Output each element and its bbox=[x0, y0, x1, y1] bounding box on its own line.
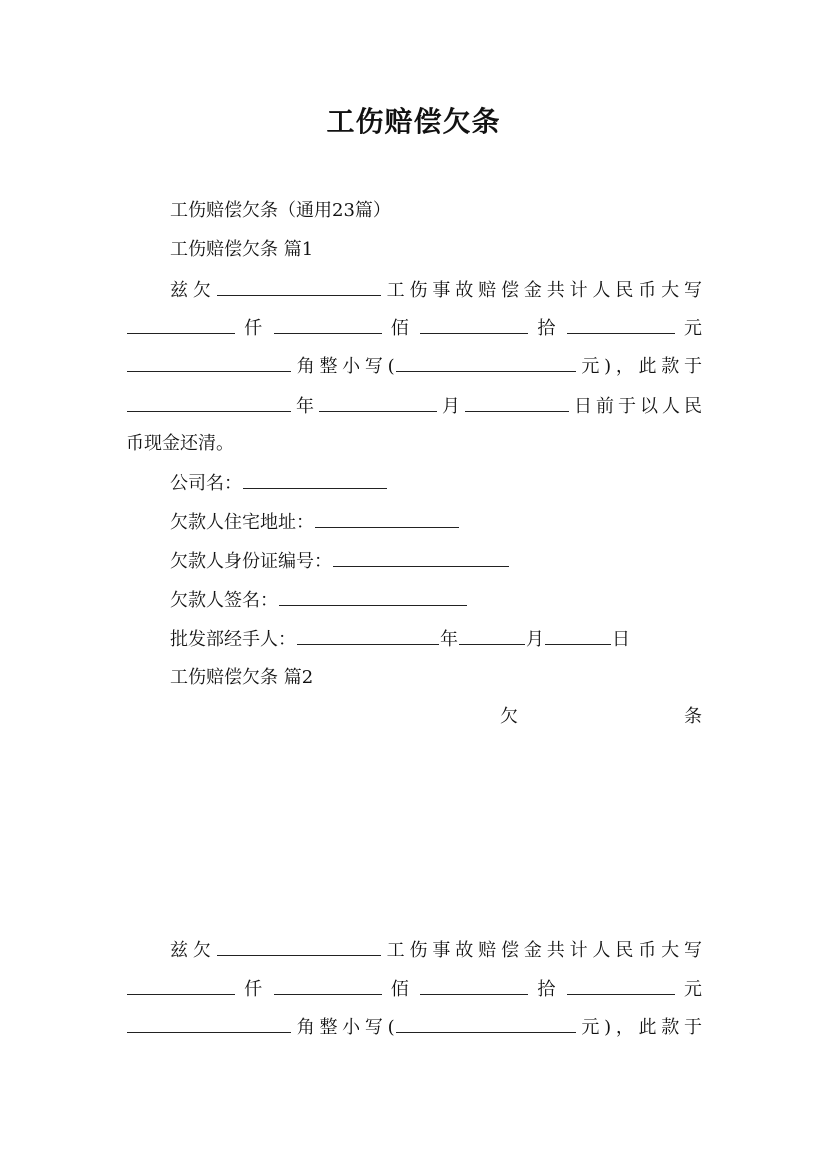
s2-text-shi: 拾 bbox=[537, 979, 558, 1000]
company-name-row bbox=[170, 470, 702, 497]
id-number-label: 欠款人身份证编号： bbox=[170, 551, 332, 572]
section2-line1 bbox=[170, 937, 702, 964]
text-ri-qian: 日前于以人民 bbox=[570, 396, 702, 417]
s2-blank-yuan-amount bbox=[567, 976, 675, 995]
text-yue: 月 bbox=[438, 396, 464, 417]
document-title: 工伤赔偿欠条 bbox=[326, 105, 501, 138]
s2-text-bai: 佰 bbox=[390, 979, 412, 1000]
blank-month bbox=[319, 393, 437, 412]
approver-row bbox=[170, 626, 702, 653]
section1-line4 bbox=[126, 393, 702, 420]
text-nian: 年 bbox=[292, 396, 318, 417]
s2-blank-qian-amount bbox=[127, 976, 235, 995]
signature-blank bbox=[279, 587, 467, 606]
blank-yuan-amount bbox=[567, 315, 675, 334]
section2-title-right: 条 bbox=[684, 706, 702, 727]
s2-text-yuan-close: 元)，此款于 bbox=[576, 1017, 702, 1038]
s2-blank-xiaoxie-amount bbox=[396, 1014, 576, 1033]
s2-blank-jiao-amount bbox=[127, 1014, 291, 1033]
blank-jiao-amount bbox=[127, 353, 291, 372]
approver-month-blank bbox=[459, 626, 525, 645]
s2-text-compensation-total: 工伤事故赔偿金共计人民币大写 bbox=[381, 940, 702, 961]
s2-text-zi-qian: 兹欠 bbox=[170, 940, 216, 961]
section1-heading: 工伤赔偿欠条 篇1 bbox=[170, 239, 314, 260]
section1-line5: 币现金还清。 bbox=[126, 433, 234, 454]
s2-text-yuan: 元 bbox=[683, 979, 702, 1000]
blank-xiaoxie-amount bbox=[396, 353, 576, 372]
section2-title bbox=[500, 704, 702, 730]
blank-shi-amount bbox=[420, 315, 528, 334]
s2-blank-debtor bbox=[217, 937, 381, 956]
section1-line1 bbox=[170, 277, 702, 304]
id-number-blank bbox=[333, 548, 509, 567]
document-subtitle: 工伤赔偿欠条（通用23篇） bbox=[170, 200, 391, 221]
blank-day bbox=[465, 393, 569, 412]
address-blank bbox=[315, 509, 459, 528]
approver-label: 批发部经手人： bbox=[170, 629, 296, 650]
text-shi: 拾 bbox=[537, 318, 558, 339]
id-number-row bbox=[170, 548, 702, 575]
approver-blank bbox=[297, 626, 439, 645]
signature-row bbox=[170, 587, 702, 614]
company-name-label: 公司名： bbox=[170, 473, 242, 494]
section2-line2 bbox=[126, 976, 702, 1003]
s2-text-jiao-xiaoxie: 角整小写( bbox=[292, 1017, 395, 1038]
text-ri: 日 bbox=[612, 629, 630, 650]
text-qian: 仟 bbox=[244, 318, 265, 339]
s2-text-qian: 仟 bbox=[244, 979, 265, 1000]
blank-qian-amount bbox=[127, 315, 235, 334]
blank-year bbox=[127, 393, 291, 412]
text-yuan: 元 bbox=[683, 318, 702, 339]
address-row bbox=[170, 509, 702, 536]
section2-heading: 工伤赔偿欠条 篇2 bbox=[170, 667, 314, 688]
text-jiao-xiaoxie: 角整小写( bbox=[292, 356, 395, 377]
section1-line3 bbox=[126, 353, 702, 380]
text-nian-2: 年 bbox=[440, 629, 458, 650]
s2-blank-bai-amount bbox=[274, 976, 382, 995]
section1-line2 bbox=[126, 315, 702, 342]
text-bai: 佰 bbox=[390, 318, 412, 339]
company-name-blank bbox=[243, 470, 387, 489]
text-yue-2: 月 bbox=[526, 629, 544, 650]
text-yuan-close: 元)，此款于 bbox=[576, 356, 702, 377]
blank-debtor bbox=[217, 277, 381, 296]
s2-blank-shi-amount bbox=[420, 976, 528, 995]
section2-title-left: 欠 bbox=[500, 706, 518, 727]
section2-line3 bbox=[126, 1014, 702, 1041]
text-compensation-total: 工伤事故赔偿金共计人民币大写 bbox=[381, 280, 702, 301]
signature-label: 欠款人签名： bbox=[170, 590, 278, 611]
blank-bai-amount bbox=[274, 315, 382, 334]
address-label: 欠款人住宅地址： bbox=[170, 512, 314, 533]
text-zi-qian: 兹欠 bbox=[170, 280, 216, 301]
approver-day-blank bbox=[545, 626, 611, 645]
